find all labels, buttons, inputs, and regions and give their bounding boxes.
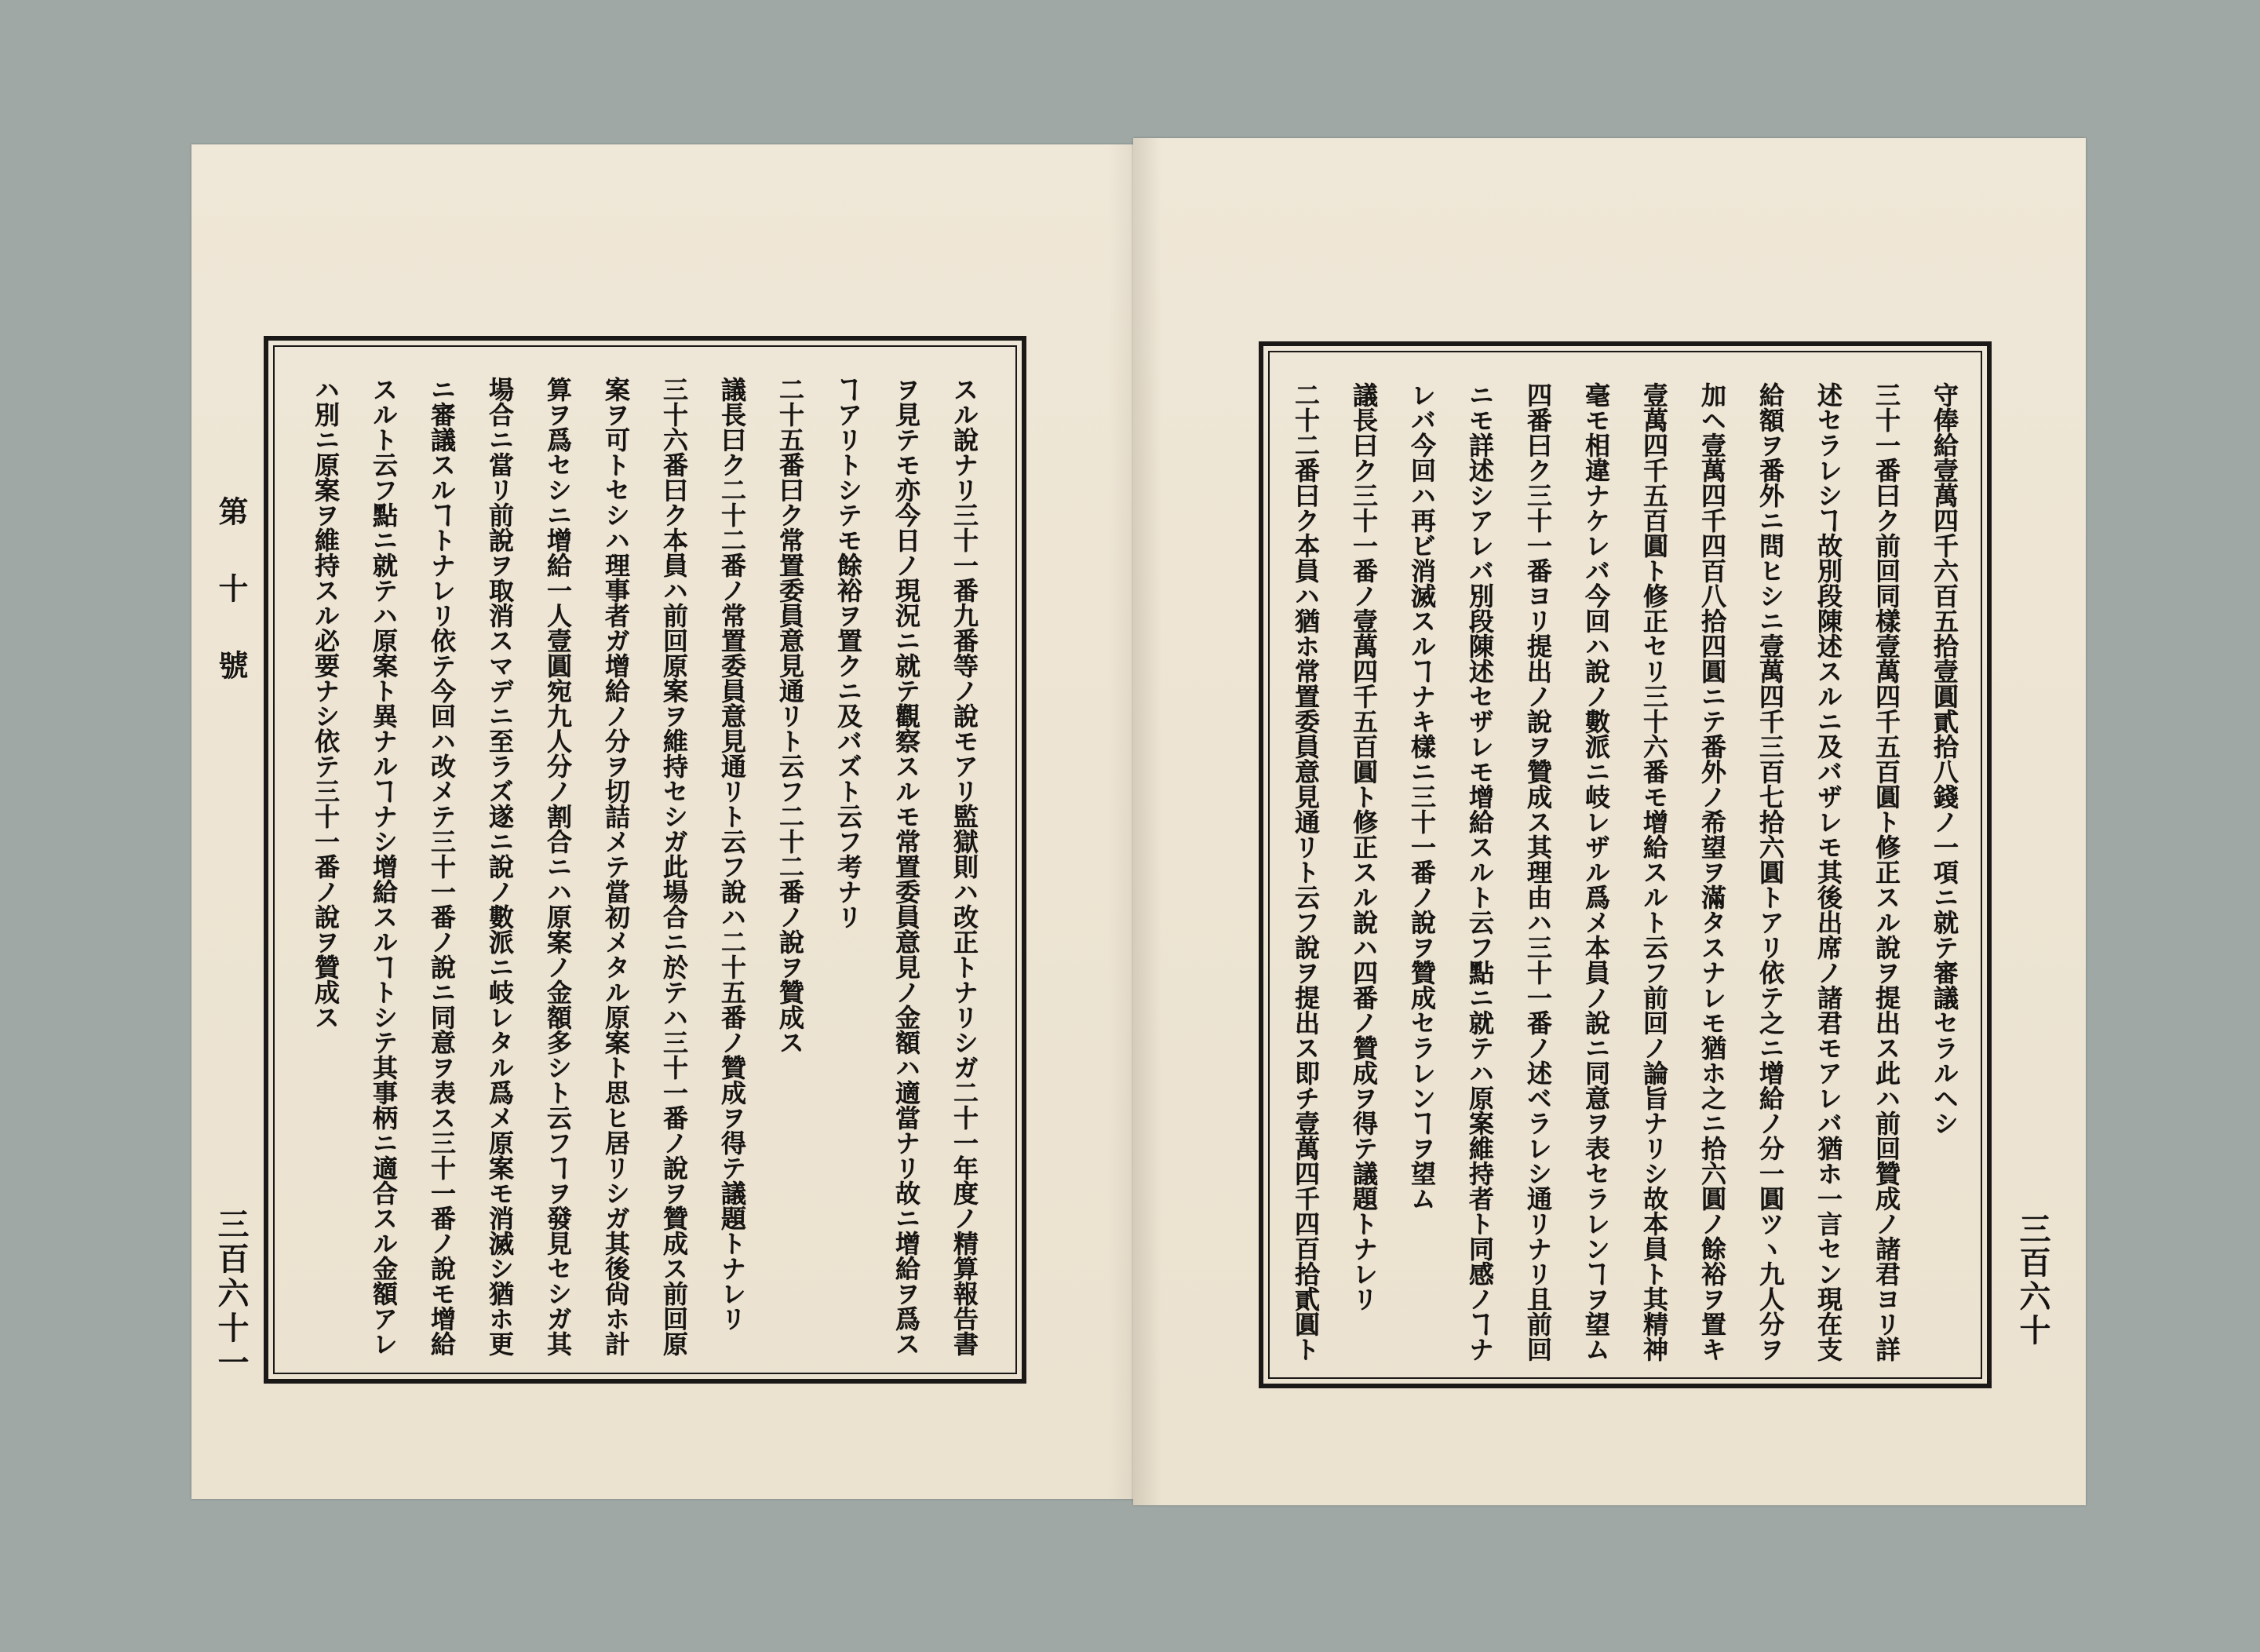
text-column: 二十五番曰ク常置委員意見通リト云フ二十二番ノ說ヲ贊成ス xyxy=(775,377,805,1055)
text-column: 議長曰ク二十二番ノ常置委員意見通リト云フ說ハ二十五番ノ贊成ヲ得テ議題トナレリ xyxy=(717,377,747,1331)
left-text-frame xyxy=(264,336,1026,1384)
text-column: 壹萬四千五百圓ト修正セリ三十六番モ增給スルト云フ前回ノ論旨ナリシ故本員ト其精神 xyxy=(1639,382,1669,1362)
text-column: 四番曰ク三十一番ヨリ提出ノ說ヲ贊成ス其理由ハ三十一番ノ述ベラレシ通リナリ且前回 xyxy=(1523,382,1553,1362)
text-column: ヲ見テモ亦今日ノ現況ニ就テ觀察スルモ常置委員意見ノ金額ハ適當ナリ故ニ增給ヲ爲ス xyxy=(891,377,921,1356)
text-column: ニ審議スルヿトナレリ依テ今回ハ改メテ三十一番ノ說ニ同意ヲ表ス三十一番ノ說モ增給 xyxy=(427,377,457,1356)
text-column: 二十二番曰ク本員ハ猶ホ常置委員意見通リト云フ說ヲ提出ス即チ壹萬四千四百拾貳圓ト xyxy=(1291,382,1321,1362)
text-column: レバ今回ハ再ビ消滅スルヿナキ樣ニ三十一番ノ說ヲ贊成セラレンヿヲ望ム xyxy=(1407,382,1437,1211)
text-column: 加ヘ壹萬四千四百八拾四圓ニテ番外ノ希望ヲ滿タスナレモ猶ホ之ニ拾六圓ノ餘裕ヲ置キ xyxy=(1697,382,1727,1362)
text-column: スル說ナリ三十一番九番等ノ說モアリ監獄則ハ改正トナリシガ二十一年度ノ精算報告書 xyxy=(950,377,979,1356)
text-column: 守俸給壹萬四千六百五拾壹圓貳拾八錢ノ一項ニ就テ審議セラルヘシ xyxy=(1930,382,1959,1136)
left-page-number: 三百六十一 xyxy=(213,1208,250,1380)
text-column: ヿアリトシテモ餘裕ヲ置クニ及バズト云フ考ナリ xyxy=(833,377,863,929)
right-text-columns xyxy=(1270,382,1981,1373)
text-column: 述セラレシヿ故別段陳述スルニ及バザレモ其後出席ノ諸君モアレバ猶ホ一言セン現在支 xyxy=(1813,382,1843,1362)
text-column: 算ヲ爲セシニ增給一人壹圓宛九人分ノ割合ニハ原案ノ金額多シト云フヿヲ發見セシガ其 xyxy=(543,377,573,1356)
left-text-frame-inner-rule xyxy=(273,345,1017,1374)
text-column: 三十一番曰ク前回同樣壹萬四千五百圓ト修正スル說ヲ提出ス此ハ前回贊成ノ諸君ヨリ詳 xyxy=(1872,382,1901,1362)
right-text-frame-inner-rule xyxy=(1268,351,1982,1379)
text-column: 場合ニ當リ前說ヲ取消スマデニ至ラズ遂ニ說ノ數派ニ岐レタル爲メ原案モ消滅シ猶ホ更 xyxy=(485,377,515,1356)
right-text-frame xyxy=(1259,341,1992,1388)
text-column: 三十六番曰ク本員ハ前回原案ヲ維持セシガ此場合ニ於テハ三十一番ノ說ヲ贊成ス前回原 xyxy=(659,377,689,1356)
right-page-number: 三百六十 xyxy=(2014,1213,2051,1347)
text-column: 毫モ相違ナケレバ今回ハ說ノ數派ニ岐レザル爲メ本員ノ說ニ同意ヲ表セラレンヿヲ望ム xyxy=(1581,382,1611,1362)
left-text-columns xyxy=(275,377,1015,1367)
text-column: 案ヲ可トセシハ理事者ガ增給ノ分ヲ切詰メテ當初メタル原案ト思ヒ居リシガ其後尙ホ計 xyxy=(601,377,631,1356)
text-column: ハ別ニ原案ヲ維持スル必要ナシ依テ三十一番ノ說ヲ贊成ス xyxy=(311,377,341,1030)
text-column: 給額ヲ番外ニ問ヒシニ壹萬四千三百七拾六圓トアリ依テ之ニ增給ノ分一圓ツヽ九人分ヲ xyxy=(1755,382,1785,1362)
text-column: スルト云フ點ニ就テハ原案ト異ナルヿナシ增給スルヿトシテ其事柄ニ適合スル金額アレ xyxy=(369,377,399,1356)
issue-label: 第十號 xyxy=(213,496,249,727)
text-column: ニモ詳述シアレバ別段陳述セザレモ增給スルト云フ點ニ就テハ原案維持者ト同感ノヿナ xyxy=(1465,382,1495,1362)
text-column: 議長曰ク三十一番ノ壹萬四千五百圓ト修正スル說ハ四番ノ贊成ヲ得テ議題トナレリ xyxy=(1349,382,1379,1311)
